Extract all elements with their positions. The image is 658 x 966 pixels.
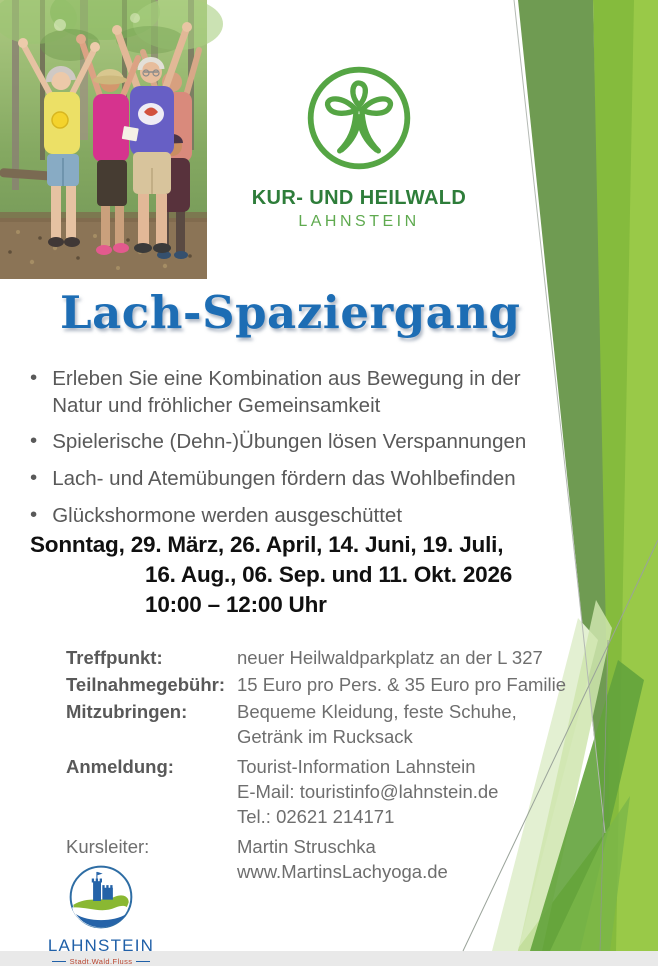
detail-row-treffpunkt	[66, 645, 626, 670]
detail-row-anmeldung	[66, 754, 626, 829]
detail-value: Getränk im Rucksack	[237, 726, 413, 747]
detail-value-website: www.MartinsLachyoga.de	[237, 861, 448, 882]
bullet-icon: •	[30, 429, 38, 453]
bullet-list	[30, 366, 562, 539]
group-photo	[0, 0, 207, 279]
detail-row-mitzubringen	[66, 699, 626, 749]
tagline-rule-right	[136, 961, 150, 962]
event-dates	[30, 530, 512, 620]
event-details	[66, 645, 626, 886]
page-title: Lach-Spaziergang	[60, 286, 521, 339]
dates-line-1: Sonntag, 29. März, 26. April, 14. Juni, 19. Juli,	[30, 532, 504, 557]
detail-label: Mitzubringen:	[66, 701, 188, 722]
tagline-text: Stadt.Wald.Fluss	[69, 957, 133, 966]
brand-city: LAHNSTEIN	[298, 213, 420, 230]
bullet-text: Glückshormone werden ausgeschüttet	[52, 503, 403, 527]
detail-label: Anmeldung:	[66, 756, 174, 777]
brand-logo	[243, 60, 475, 231]
city-logo	[40, 864, 162, 966]
list-item	[30, 366, 562, 419]
brand-name: KUR- UND HEILWALD	[251, 187, 467, 209]
detail-value-phone: Tel.: 02621 214171	[237, 806, 395, 827]
detail-row-gebuehr	[66, 672, 626, 697]
city-logo-name: LAHNSTEIN	[47, 936, 155, 955]
detail-value-email: E-Mail: touristinfo@lahnstein.de	[237, 781, 499, 802]
city-logo-tagline	[40, 957, 162, 966]
detail-value: 15 Euro pro Pers. & 35 Euro pro Familie	[237, 674, 567, 695]
bullet-icon: •	[30, 502, 38, 526]
detail-value: Martin Struschka	[237, 836, 376, 857]
detail-label: Treffpunkt:	[66, 647, 163, 668]
dates-line-2: 16. Aug., 06. Sep. und 11. Okt. 2026	[145, 562, 513, 588]
tagline-rule-left	[52, 961, 66, 962]
bullet-icon: •	[30, 366, 38, 389]
detail-label: Kursleiter:	[66, 836, 150, 857]
bullet-text: Lach- und Atemübungen fördern das Wohlbefinden	[52, 466, 516, 490]
bullet-text: Spielerische (Dehn-)Übungen lösen Verspannungen	[52, 430, 527, 454]
detail-value: neuer Heilwaldparkplatz an der L 327	[237, 647, 543, 668]
bullet-icon: •	[30, 465, 38, 489]
castle-hill-circle-icon	[68, 864, 134, 930]
detail-value: Tourist-Information Lahnstein	[237, 756, 476, 777]
bullet-text: Erleben Sie eine Kombination aus Bewegung in der Natur und fröhlicher Gemeinsamkeit	[52, 367, 521, 417]
list-item	[30, 429, 562, 456]
person-tree-circle-icon	[301, 60, 417, 176]
list-item	[30, 466, 562, 493]
dates-line-3: 10:00 – 12:00 Uhr	[145, 592, 327, 618]
list-item	[30, 503, 562, 530]
detail-label: Teilnahmegebühr:	[66, 674, 225, 695]
detail-value: Bequeme Kleidung, feste Schuhe,	[237, 701, 517, 722]
